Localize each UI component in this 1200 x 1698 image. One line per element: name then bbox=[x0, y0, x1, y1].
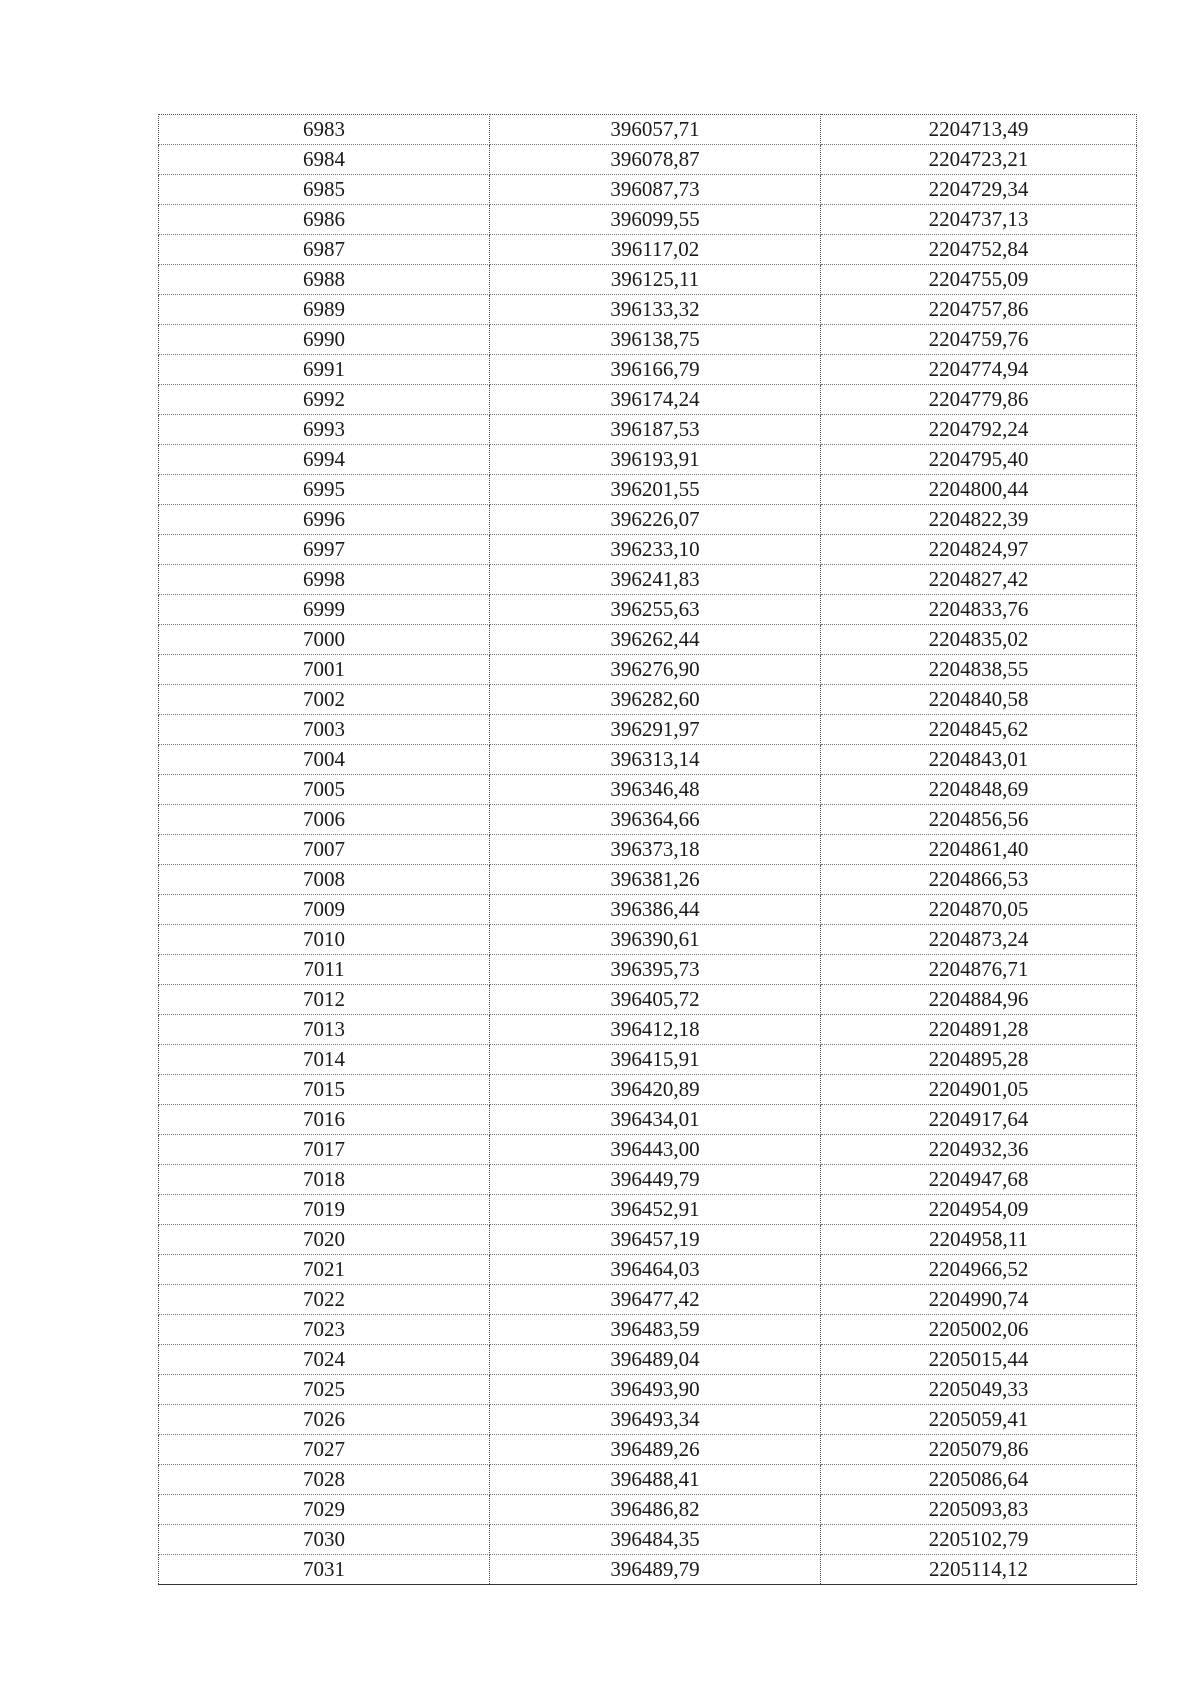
y-coordinate-cell: 2204759,76 bbox=[821, 325, 1137, 355]
coordinates-table-body bbox=[159, 115, 1137, 1585]
point-number-cell: 7026 bbox=[159, 1405, 490, 1435]
x-coordinate-cell: 396434,01 bbox=[490, 1105, 821, 1135]
table-row bbox=[159, 295, 1137, 325]
point-number-cell: 7028 bbox=[159, 1465, 490, 1495]
y-coordinate-cell: 2204729,34 bbox=[821, 175, 1137, 205]
point-number-cell: 7020 bbox=[159, 1225, 490, 1255]
x-coordinate-cell: 396457,19 bbox=[490, 1225, 821, 1255]
x-coordinate-cell: 396117,02 bbox=[490, 235, 821, 265]
table-row bbox=[159, 445, 1137, 475]
point-number-cell: 6986 bbox=[159, 205, 490, 235]
y-coordinate-cell: 2204876,71 bbox=[821, 955, 1137, 985]
point-number-cell: 6992 bbox=[159, 385, 490, 415]
x-coordinate-cell: 396276,90 bbox=[490, 655, 821, 685]
x-coordinate-cell: 396477,42 bbox=[490, 1285, 821, 1315]
y-coordinate-cell: 2204755,09 bbox=[821, 265, 1137, 295]
y-coordinate-cell: 2204895,28 bbox=[821, 1045, 1137, 1075]
x-coordinate-cell: 396405,72 bbox=[490, 985, 821, 1015]
point-number-cell: 6991 bbox=[159, 355, 490, 385]
table-row bbox=[159, 1255, 1137, 1285]
table-row bbox=[159, 1195, 1137, 1225]
y-coordinate-cell: 2204870,05 bbox=[821, 895, 1137, 925]
x-coordinate-cell: 396449,79 bbox=[490, 1165, 821, 1195]
point-number-cell: 7022 bbox=[159, 1285, 490, 1315]
point-number-cell: 6994 bbox=[159, 445, 490, 475]
y-coordinate-cell: 2205093,83 bbox=[821, 1495, 1137, 1525]
y-coordinate-cell: 2204833,76 bbox=[821, 595, 1137, 625]
x-coordinate-cell: 396386,44 bbox=[490, 895, 821, 925]
y-coordinate-cell: 2204958,11 bbox=[821, 1225, 1137, 1255]
x-coordinate-cell: 396395,73 bbox=[490, 955, 821, 985]
x-coordinate-cell: 396057,71 bbox=[490, 115, 821, 145]
x-coordinate-cell: 396241,83 bbox=[490, 565, 821, 595]
x-coordinate-cell: 396493,34 bbox=[490, 1405, 821, 1435]
point-number-cell: 6996 bbox=[159, 505, 490, 535]
x-coordinate-cell: 396087,73 bbox=[490, 175, 821, 205]
point-number-cell: 7013 bbox=[159, 1015, 490, 1045]
y-coordinate-cell: 2204792,24 bbox=[821, 415, 1137, 445]
point-number-cell: 7025 bbox=[159, 1375, 490, 1405]
y-coordinate-cell: 2204737,13 bbox=[821, 205, 1137, 235]
point-number-cell: 7011 bbox=[159, 955, 490, 985]
table-row bbox=[159, 1495, 1137, 1525]
table-row bbox=[159, 745, 1137, 775]
point-number-cell: 6985 bbox=[159, 175, 490, 205]
table-row bbox=[159, 1225, 1137, 1255]
y-coordinate-cell: 2204795,40 bbox=[821, 445, 1137, 475]
y-coordinate-cell: 2204990,74 bbox=[821, 1285, 1137, 1315]
table-row bbox=[159, 385, 1137, 415]
x-coordinate-cell: 396452,91 bbox=[490, 1195, 821, 1225]
table-row bbox=[159, 355, 1137, 385]
y-coordinate-cell: 2205049,33 bbox=[821, 1375, 1137, 1405]
table-row bbox=[159, 1045, 1137, 1075]
table-row bbox=[159, 1015, 1137, 1045]
x-coordinate-cell: 396390,61 bbox=[490, 925, 821, 955]
point-number-cell: 7021 bbox=[159, 1255, 490, 1285]
point-number-cell: 7031 bbox=[159, 1555, 490, 1585]
x-coordinate-cell: 396233,10 bbox=[490, 535, 821, 565]
table-row bbox=[159, 865, 1137, 895]
y-coordinate-cell: 2205102,79 bbox=[821, 1525, 1137, 1555]
point-number-cell: 7008 bbox=[159, 865, 490, 895]
y-coordinate-cell: 2204947,68 bbox=[821, 1165, 1137, 1195]
y-coordinate-cell: 2205002,06 bbox=[821, 1315, 1137, 1345]
y-coordinate-cell: 2204848,69 bbox=[821, 775, 1137, 805]
point-number-cell: 7012 bbox=[159, 985, 490, 1015]
y-coordinate-cell: 2204901,05 bbox=[821, 1075, 1137, 1105]
point-number-cell: 7016 bbox=[159, 1105, 490, 1135]
y-coordinate-cell: 2204752,84 bbox=[821, 235, 1137, 265]
x-coordinate-cell: 396313,14 bbox=[490, 745, 821, 775]
x-coordinate-cell: 396381,26 bbox=[490, 865, 821, 895]
point-number-cell: 7009 bbox=[159, 895, 490, 925]
x-coordinate-cell: 396099,55 bbox=[490, 205, 821, 235]
y-coordinate-cell: 2204774,94 bbox=[821, 355, 1137, 385]
point-number-cell: 7010 bbox=[159, 925, 490, 955]
point-number-cell: 6984 bbox=[159, 145, 490, 175]
x-coordinate-cell: 396364,66 bbox=[490, 805, 821, 835]
x-coordinate-cell: 396420,89 bbox=[490, 1075, 821, 1105]
table-row bbox=[159, 565, 1137, 595]
table-row bbox=[159, 1375, 1137, 1405]
table-row bbox=[159, 955, 1137, 985]
table-row bbox=[159, 1525, 1137, 1555]
y-coordinate-cell: 2204800,44 bbox=[821, 475, 1137, 505]
table-row bbox=[159, 535, 1137, 565]
table-row bbox=[159, 1165, 1137, 1195]
point-number-cell: 7019 bbox=[159, 1195, 490, 1225]
y-coordinate-cell: 2205114,12 bbox=[821, 1555, 1137, 1585]
y-coordinate-cell: 2204884,96 bbox=[821, 985, 1137, 1015]
y-coordinate-cell: 2204827,42 bbox=[821, 565, 1137, 595]
point-number-cell: 6988 bbox=[159, 265, 490, 295]
y-coordinate-cell: 2204917,64 bbox=[821, 1105, 1137, 1135]
point-number-cell: 7018 bbox=[159, 1165, 490, 1195]
point-number-cell: 7027 bbox=[159, 1435, 490, 1465]
y-coordinate-cell: 2204824,97 bbox=[821, 535, 1137, 565]
table-row bbox=[159, 715, 1137, 745]
x-coordinate-cell: 396226,07 bbox=[490, 505, 821, 535]
x-coordinate-cell: 396488,41 bbox=[490, 1465, 821, 1495]
y-coordinate-cell: 2204757,86 bbox=[821, 295, 1137, 325]
x-coordinate-cell: 396201,55 bbox=[490, 475, 821, 505]
x-coordinate-cell: 396346,48 bbox=[490, 775, 821, 805]
point-number-cell: 7003 bbox=[159, 715, 490, 745]
table-row bbox=[159, 655, 1137, 685]
point-number-cell: 7004 bbox=[159, 745, 490, 775]
coordinates-table bbox=[158, 114, 1137, 1585]
y-coordinate-cell: 2204779,86 bbox=[821, 385, 1137, 415]
table-row bbox=[159, 415, 1137, 445]
x-coordinate-cell: 396415,91 bbox=[490, 1045, 821, 1075]
y-coordinate-cell: 2204838,55 bbox=[821, 655, 1137, 685]
point-number-cell: 7007 bbox=[159, 835, 490, 865]
table-row bbox=[159, 475, 1137, 505]
y-coordinate-cell: 2204966,52 bbox=[821, 1255, 1137, 1285]
table-row bbox=[159, 175, 1137, 205]
table-row bbox=[159, 805, 1137, 835]
y-coordinate-cell: 2204843,01 bbox=[821, 745, 1137, 775]
y-coordinate-cell: 2204866,53 bbox=[821, 865, 1137, 895]
table-row bbox=[159, 265, 1137, 295]
table-row bbox=[159, 1315, 1137, 1345]
y-coordinate-cell: 2204845,62 bbox=[821, 715, 1137, 745]
x-coordinate-cell: 396464,03 bbox=[490, 1255, 821, 1285]
point-number-cell: 7015 bbox=[159, 1075, 490, 1105]
table-row bbox=[159, 235, 1137, 265]
table-row bbox=[159, 1075, 1137, 1105]
y-coordinate-cell: 2204840,58 bbox=[821, 685, 1137, 715]
y-coordinate-cell: 2204932,36 bbox=[821, 1135, 1137, 1165]
table-row bbox=[159, 145, 1137, 175]
point-number-cell: 7002 bbox=[159, 685, 490, 715]
table-row bbox=[159, 1135, 1137, 1165]
x-coordinate-cell: 396262,44 bbox=[490, 625, 821, 655]
x-coordinate-cell: 396484,35 bbox=[490, 1525, 821, 1555]
x-coordinate-cell: 396486,82 bbox=[490, 1495, 821, 1525]
point-number-cell: 7029 bbox=[159, 1495, 490, 1525]
x-coordinate-cell: 396078,87 bbox=[490, 145, 821, 175]
point-number-cell: 7023 bbox=[159, 1315, 490, 1345]
point-number-cell: 6990 bbox=[159, 325, 490, 355]
x-coordinate-cell: 396489,79 bbox=[490, 1555, 821, 1585]
table-row bbox=[159, 1555, 1137, 1585]
x-coordinate-cell: 396138,75 bbox=[490, 325, 821, 355]
table-row bbox=[159, 1435, 1137, 1465]
x-coordinate-cell: 396489,04 bbox=[490, 1345, 821, 1375]
x-coordinate-cell: 396133,32 bbox=[490, 295, 821, 325]
point-number-cell: 6995 bbox=[159, 475, 490, 505]
table-row bbox=[159, 985, 1137, 1015]
x-coordinate-cell: 396125,11 bbox=[490, 265, 821, 295]
table-row bbox=[159, 925, 1137, 955]
x-coordinate-cell: 396489,26 bbox=[490, 1435, 821, 1465]
y-coordinate-cell: 2204835,02 bbox=[821, 625, 1137, 655]
x-coordinate-cell: 396193,91 bbox=[490, 445, 821, 475]
point-number-cell: 7001 bbox=[159, 655, 490, 685]
x-coordinate-cell: 396282,60 bbox=[490, 685, 821, 715]
table-row bbox=[159, 325, 1137, 355]
x-coordinate-cell: 396166,79 bbox=[490, 355, 821, 385]
table-row bbox=[159, 775, 1137, 805]
y-coordinate-cell: 2204873,24 bbox=[821, 925, 1137, 955]
x-coordinate-cell: 396483,59 bbox=[490, 1315, 821, 1345]
y-coordinate-cell: 2204713,49 bbox=[821, 115, 1137, 145]
table-row bbox=[159, 115, 1137, 145]
y-coordinate-cell: 2204891,28 bbox=[821, 1015, 1137, 1045]
table-row bbox=[159, 625, 1137, 655]
y-coordinate-cell: 2204861,40 bbox=[821, 835, 1137, 865]
y-coordinate-cell: 2205059,41 bbox=[821, 1405, 1137, 1435]
table-row bbox=[159, 1465, 1137, 1495]
table-row bbox=[159, 685, 1137, 715]
x-coordinate-cell: 396493,90 bbox=[490, 1375, 821, 1405]
point-number-cell: 7030 bbox=[159, 1525, 490, 1555]
point-number-cell: 6997 bbox=[159, 535, 490, 565]
y-coordinate-cell: 2204723,21 bbox=[821, 145, 1137, 175]
x-coordinate-cell: 396373,18 bbox=[490, 835, 821, 865]
point-number-cell: 7017 bbox=[159, 1135, 490, 1165]
point-number-cell: 6987 bbox=[159, 235, 490, 265]
table-row bbox=[159, 205, 1137, 235]
y-coordinate-cell: 2204954,09 bbox=[821, 1195, 1137, 1225]
x-coordinate-cell: 396255,63 bbox=[490, 595, 821, 625]
table-row bbox=[159, 1345, 1137, 1375]
table-row bbox=[159, 1285, 1137, 1315]
x-coordinate-cell: 396174,24 bbox=[490, 385, 821, 415]
point-number-cell: 6993 bbox=[159, 415, 490, 445]
x-coordinate-cell: 396412,18 bbox=[490, 1015, 821, 1045]
table-row bbox=[159, 1405, 1137, 1435]
point-number-cell: 7024 bbox=[159, 1345, 490, 1375]
point-number-cell: 7006 bbox=[159, 805, 490, 835]
x-coordinate-cell: 396291,97 bbox=[490, 715, 821, 745]
y-coordinate-cell: 2205086,64 bbox=[821, 1465, 1137, 1495]
table-row bbox=[159, 595, 1137, 625]
point-number-cell: 7014 bbox=[159, 1045, 490, 1075]
table-row bbox=[159, 895, 1137, 925]
x-coordinate-cell: 396187,53 bbox=[490, 415, 821, 445]
y-coordinate-cell: 2205015,44 bbox=[821, 1345, 1137, 1375]
y-coordinate-cell: 2204856,56 bbox=[821, 805, 1137, 835]
point-number-cell: 7005 bbox=[159, 775, 490, 805]
point-number-cell: 6989 bbox=[159, 295, 490, 325]
y-coordinate-cell: 2205079,86 bbox=[821, 1435, 1137, 1465]
x-coordinate-cell: 396443,00 bbox=[490, 1135, 821, 1165]
point-number-cell: 6999 bbox=[159, 595, 490, 625]
table-row bbox=[159, 835, 1137, 865]
point-number-cell: 7000 bbox=[159, 625, 490, 655]
point-number-cell: 6998 bbox=[159, 565, 490, 595]
table-row bbox=[159, 1105, 1137, 1135]
table-row bbox=[159, 505, 1137, 535]
point-number-cell: 6983 bbox=[159, 115, 490, 145]
y-coordinate-cell: 2204822,39 bbox=[821, 505, 1137, 535]
